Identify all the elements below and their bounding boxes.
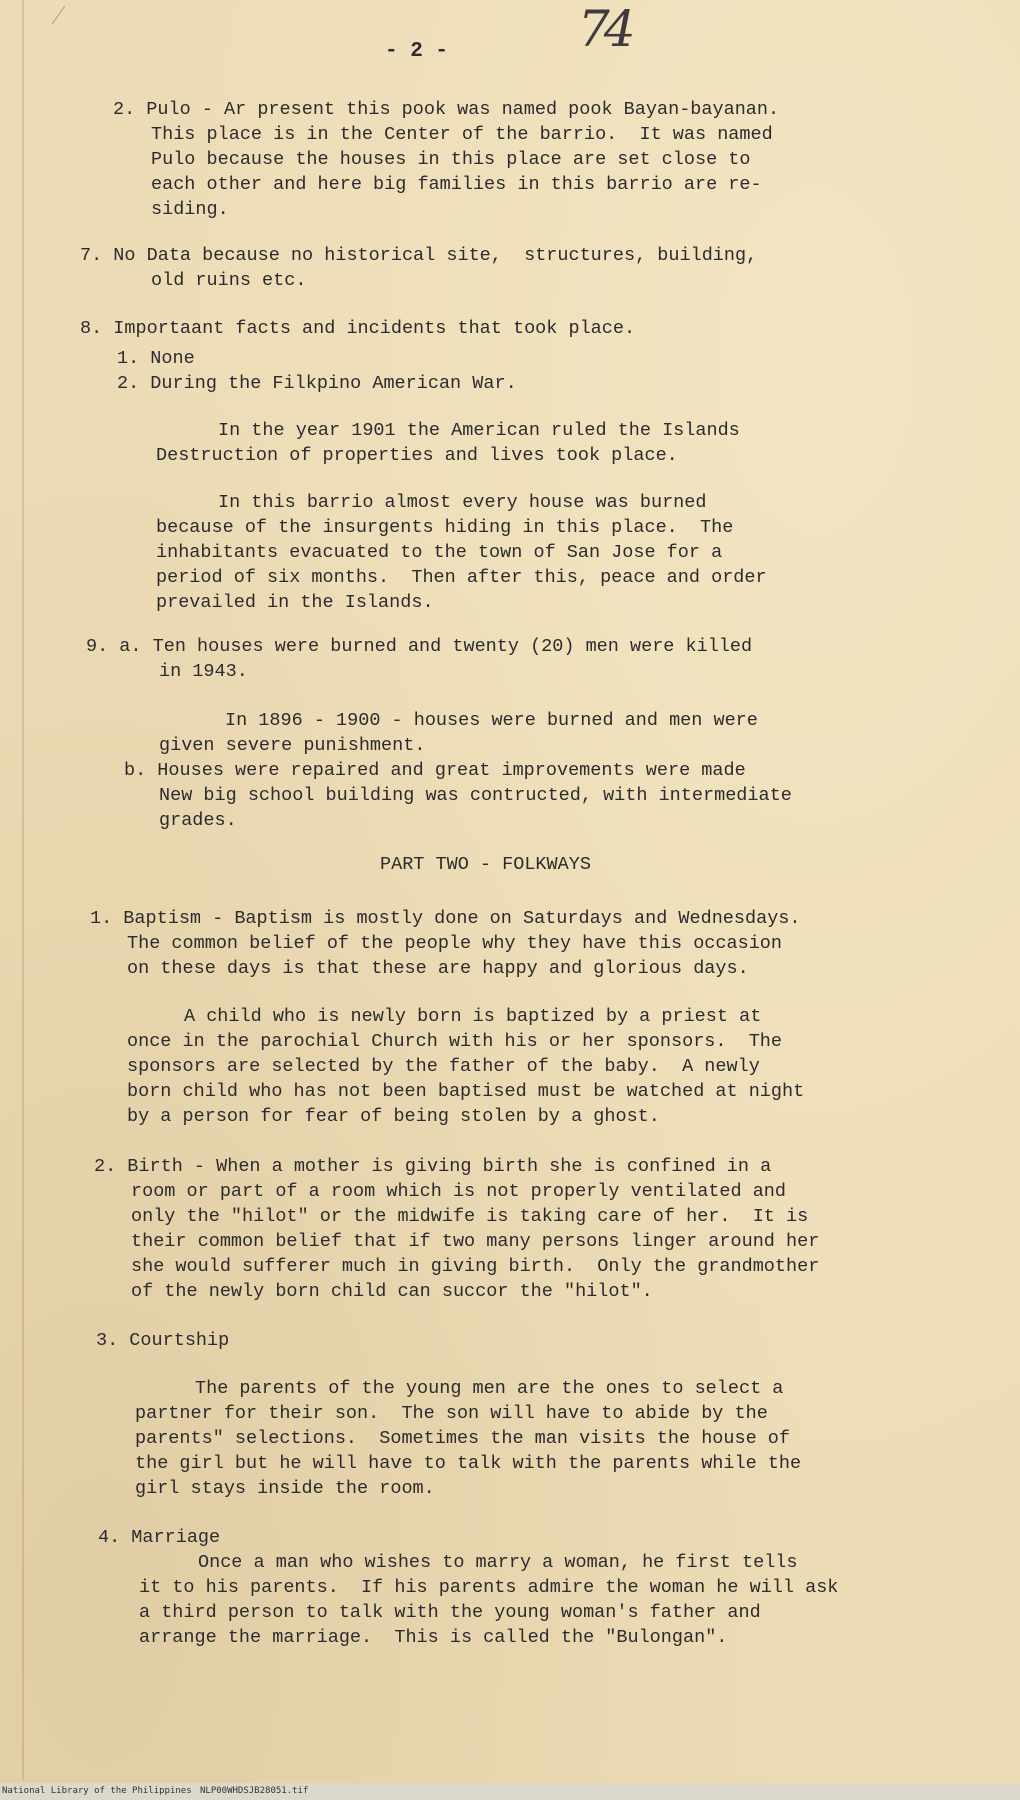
text-line: prevailed in the Islands.: [156, 592, 434, 613]
text-line: 1. Baptism - Baptism is mostly done on Saturdays and Wednesdays.: [90, 908, 801, 929]
pencil-mark: [52, 6, 80, 24]
text-line: 2. During the Filkpino American War.: [117, 373, 517, 394]
text-line: 1. None: [117, 348, 195, 369]
text-line: sponsors are selected by the father of the baby. A newly: [127, 1056, 760, 1077]
text-line: in 1943.: [159, 661, 248, 682]
text-line: Pulo because the houses in this place are set close to: [151, 149, 751, 170]
text-line: on these days is that these are happy and glorious days.: [127, 958, 749, 979]
text-line: New big school building was contructed, with intermediate: [159, 785, 792, 806]
handwritten-page-number: 74: [578, 0, 630, 58]
text-line: 9. a. Ten houses were burned and twenty (20) men were killed: [86, 636, 753, 657]
text-line: siding.: [151, 199, 229, 220]
text-line: because of the insurgents hiding in this place. The: [156, 517, 734, 538]
text-line: only the "hilot" or the midwife is taking care of her. It is: [131, 1206, 809, 1227]
text-line: 2. Birth - When a mother is giving birth she is confined in a: [94, 1156, 772, 1177]
text-line: parents" selections. Sometimes the man visits the house of: [135, 1428, 791, 1449]
text-line: 3. Courtship: [96, 1330, 230, 1351]
footer-library-label: National Library of the Philippines: [2, 1786, 192, 1796]
margin-line: [22, 0, 24, 1780]
text-line: Once a man who wishes to marry a woman, he first tells: [198, 1552, 798, 1573]
text-line: once in the parochial Church with his or her sponsors. The: [127, 1031, 783, 1052]
text-line: she would sufferer much in giving birth. Only the grandmother: [131, 1256, 820, 1277]
text-line: Destruction of properties and lives took place.: [156, 445, 678, 466]
text-line: the girl but he will have to talk with the parents while the: [135, 1453, 802, 1474]
text-line: b. Houses were repaired and great improvements were made: [124, 760, 746, 781]
text-line: The common belief of the people why they have this occasion: [127, 933, 783, 954]
text-line: grades.: [159, 810, 237, 831]
text-line: born child who has not been baptised must be watched at night: [127, 1081, 805, 1102]
text-line: old ruins etc.: [151, 270, 307, 291]
text-line: room or part of a room which is not properly ventilated and: [131, 1181, 787, 1202]
text-line: given severe punishment.: [159, 735, 426, 756]
text-line: their common belief that if two many persons linger around her: [131, 1231, 820, 1252]
text-line: girl stays inside the room.: [135, 1478, 435, 1499]
text-line: In this barrio almost every house was burned: [218, 492, 707, 513]
text-line: arrange the marriage. This is called the "Bulongan".: [139, 1627, 728, 1648]
text-line: In 1896 - 1900 - houses were burned and men were: [225, 710, 758, 731]
text-line: In the year 1901 the American ruled the Islands: [218, 420, 740, 441]
scan-footer: [0, 1783, 1020, 1800]
text-line: of the newly born child can succor the "hilot".: [131, 1281, 653, 1302]
section-heading: PART TWO - FOLKWAYS: [380, 854, 591, 875]
text-line: by a person for fear of being stolen by a ghost.: [127, 1106, 660, 1127]
page-number: - 2 -: [385, 40, 449, 63]
text-line: it to his parents. If his parents admire the woman he will ask: [139, 1577, 839, 1598]
footer-file-name: NLP00WHDSJB28051.tif: [200, 1786, 309, 1796]
text-line: The parents of the young men are the ones to select a: [195, 1378, 784, 1399]
text-line: 7. No Data because no historical site, structures, building,: [80, 245, 758, 266]
text-line: period of six months. Then after this, peace and order: [156, 567, 767, 588]
text-line: 8. Importaant facts and incidents that took place.: [80, 318, 636, 339]
text-line: 2. Pulo - Ar present this pook was named pook Bayan-bayanan.: [113, 99, 780, 120]
text-line: This place is in the Center of the barrio. It was named: [151, 124, 773, 145]
text-line: 4. Marriage: [98, 1527, 221, 1548]
text-line: A child who is newly born is baptized by a priest at: [184, 1006, 762, 1027]
text-line: partner for their son. The son will have to abide by the: [135, 1403, 768, 1424]
text-line: a third person to talk with the young woman's father and: [139, 1602, 761, 1623]
text-line: each other and here big families in this barrio are re-: [151, 174, 762, 195]
text-line: inhabitants evacuated to the town of San Jose for a: [156, 542, 723, 563]
